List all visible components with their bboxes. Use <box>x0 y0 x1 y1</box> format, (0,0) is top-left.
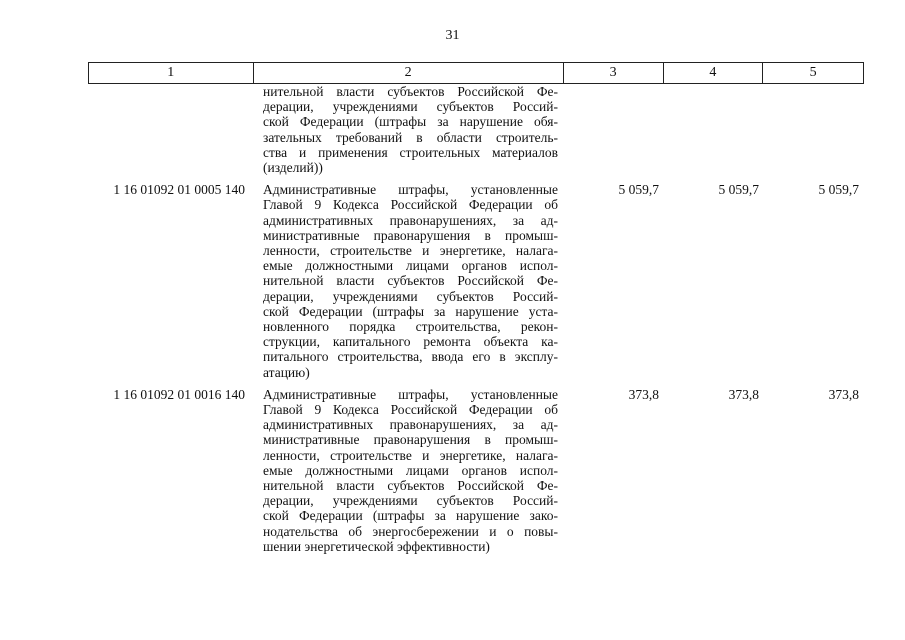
description-line: нодательства об энергосбережении и о повы- <box>263 523 558 539</box>
description-line: питального строительства, ввода его в эксплу- <box>263 349 558 365</box>
table-row <box>88 387 864 554</box>
description-line: дерации, учреждениями субъектов Россий- <box>263 288 558 304</box>
description-line: Административные штрафы, установленные <box>263 386 558 402</box>
column-header-4: 4 <box>664 63 764 83</box>
description-line: Главой 9 Кодекса Российской Федерации об <box>263 402 558 418</box>
description-line: ленности, строительстве и энергетике, налага- <box>263 243 558 259</box>
column-header-5: 5 <box>809 65 817 80</box>
table-row <box>88 182 864 380</box>
column-header-1: 1 <box>89 63 254 83</box>
description-line: министративные правонарушения в промыш- <box>263 432 558 448</box>
description-line: министративные правонарушения в промыш- <box>263 227 558 243</box>
description-line: новленного порядка строительства, рекон- <box>263 319 558 335</box>
value-col4: 373,8 <box>728 386 759 402</box>
description-line: ской Федерации (штрафы за нарушение зако- <box>263 508 558 524</box>
income-code: 1 16 01092 01 0016 140 <box>113 386 245 402</box>
description-line: Главой 9 Кодекса Российской Федерации об <box>263 197 558 213</box>
income-code <box>88 84 253 175</box>
description-line: административных правонарушениях, за ад- <box>263 212 558 228</box>
description-line: нительной власти субъектов Российской Фе- <box>263 84 558 99</box>
description-line: (изделий)) <box>263 160 323 176</box>
description-line: зательных требований в области строитель- <box>263 129 558 145</box>
value-col4 <box>664 84 764 175</box>
value-col5 <box>764 84 864 175</box>
description-line: дерации, учреждениями субъектов Россий- <box>263 493 558 509</box>
description-line: струкции, капитального ремонта объекта ка- <box>263 334 558 350</box>
description-line: ства и применения строительных материалов <box>263 144 558 160</box>
description-line: дерации, учреждениями субъектов Россий- <box>263 99 558 115</box>
description-line: административных правонарушениях, за ад- <box>263 417 558 433</box>
description-line: Административные штрафы, установленные <box>263 182 558 198</box>
value-col5: 373,8 <box>828 386 859 402</box>
value-col3: 5 059,7 <box>618 182 659 198</box>
description <box>253 387 564 554</box>
description <box>253 84 564 175</box>
column-header-2: 2 <box>254 63 564 83</box>
description-line: нительной власти субъектов Российской Фе- <box>263 478 558 494</box>
description-line: атацию) <box>263 364 310 380</box>
description-line: ленности, строительстве и энергетике, налага- <box>263 447 558 463</box>
column-header-3: 3 <box>564 63 664 83</box>
value-col5: 5 059,7 <box>818 182 859 198</box>
page-number: 31 <box>445 28 460 43</box>
income-code: 1 16 01092 01 0005 140 <box>113 182 245 198</box>
description-line: нительной власти субъектов Российской Фе- <box>263 273 558 289</box>
table-header <box>88 62 864 84</box>
description-line: шении энергетической эффективности) <box>263 538 490 554</box>
description-line: ской Федерации (штрафы за нарушение уста- <box>263 303 558 319</box>
value-col3 <box>564 84 664 175</box>
description-line: емые должностными лицами органов испол- <box>263 462 558 478</box>
description-line: емые должностными лицами органов испол- <box>263 258 558 274</box>
value-col3: 373,8 <box>628 386 659 402</box>
description-line: ской Федерации (штрафы за нарушение обя- <box>263 114 558 130</box>
table-row <box>88 84 864 175</box>
value-col4: 5 059,7 <box>718 182 759 198</box>
table-body <box>88 84 864 554</box>
description <box>253 182 564 380</box>
